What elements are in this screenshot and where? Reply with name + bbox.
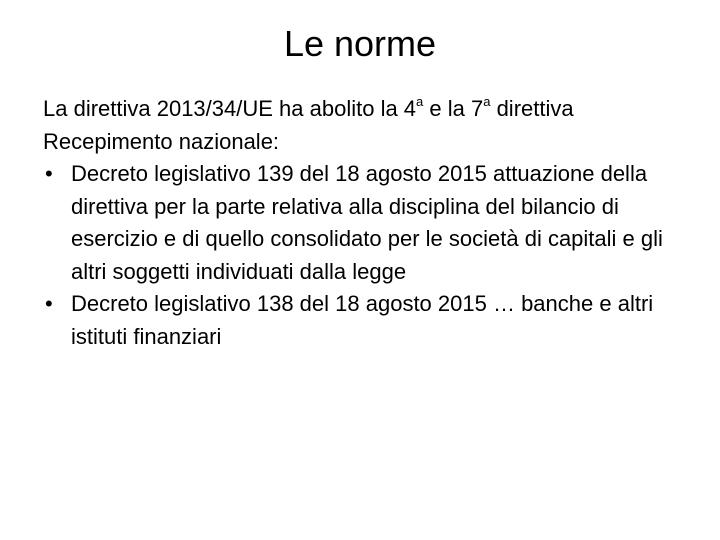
slide-body <box>43 93 693 353</box>
intro-text-part1: La direttiva 2013/34/UE ha abolito la 4 <box>43 96 417 121</box>
bullet-text: Decreto legislativo 138 del 18 agosto 2015 … banche e altri istituti finanziari <box>71 291 654 349</box>
subheading: Recepimento nazionale: <box>43 128 280 154</box>
intro-text-part2: e la 7 <box>423 96 484 121</box>
intro-superscript-2: a <box>483 93 491 109</box>
slide-title: Le norme <box>283 23 437 64</box>
bullet-text: Decreto legislativo 139 del 18 agosto 2015 attuazione della direttiva per la parte relativa alla disciplina del bilancio di esercizio e di quello consolidato per le società di capitali e gli altri soggetti individuati dalla legge <box>71 161 663 284</box>
bullet-icon: • <box>45 291 53 316</box>
bullet-icon: • <box>45 161 53 186</box>
intro-text-part3: direttiva <box>490 96 574 121</box>
list-item <box>43 288 693 353</box>
intro-paragraph <box>43 93 693 126</box>
bullet-list <box>43 158 693 353</box>
list-item <box>43 158 693 288</box>
intro-superscript-1: a <box>416 93 424 109</box>
